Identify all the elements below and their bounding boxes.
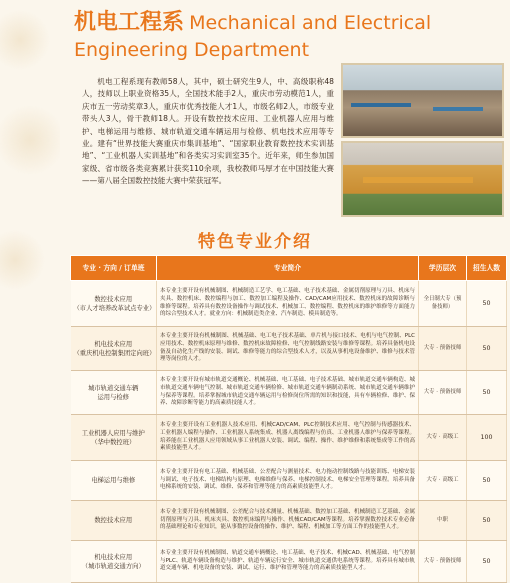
major-description: 本专业主要开设有城市轨道交通概论、机械基础、电工基础、电子技术基础、城市轨道交通车辆构造、城市轨道交通车辆电气控制、城市轨道交通车辆检修、城市轨道交通车辆制动系统、城市轨道交通车辆维护与保养等课程。培养掌握城市轨道交通车辆运用与检修岗位所需的知识和技能，具有车辆检修、维护、保养、故障诊断等能力的高素质技能人才。 bbox=[157, 371, 419, 415]
major-name: 数控技术应用 （市人才培养改革试点专业） bbox=[71, 281, 157, 327]
section-title: 特色专业介绍 bbox=[198, 232, 312, 252]
education-level: 大专 · 高级工 bbox=[419, 461, 467, 501]
enrollment-count: 50 bbox=[467, 371, 507, 415]
table-row bbox=[71, 415, 507, 461]
education-level: 大专 · 高级工 bbox=[419, 415, 467, 461]
major-description: 本专业主要开设有机械制图、机械基础、电工电子技术基础、单片机与接口技术、电机与电气控制、PLC应用技术、数控机床原理与维修、数控机床故障检修、电气控制线路安装与维修等课程。培养具备机电设备及自动化生产线的安装、调试、维修等能力的综合型技术人才，以及从事机电设备维护、维修与技术管理等岗位的人才。 bbox=[157, 327, 419, 371]
floral-decoration bbox=[0, 0, 60, 581]
education-level: 大专 · 预备技师 bbox=[419, 327, 467, 371]
education-level: 中职 bbox=[419, 501, 467, 541]
enrollment-count: 50 bbox=[467, 541, 507, 583]
major-description: 本专业主要开设有机械制图、公差配合与技术测量、机械基础、数控加工基础、机械制造工艺基础、金属切削原理与刀具、机床夹具、数控机床编程与操作、机械CAD/CAM等课程。培养掌握数控技术专业必备的基础理论和专业知识，能从事数控设备的操作、维护、编程、机械加工等方面工作的技能型人才。 bbox=[157, 501, 419, 541]
major-name: 电梯运用与维修 bbox=[71, 461, 157, 501]
major-name: 工业机器人应用与维护 （华中数控班） bbox=[71, 415, 157, 461]
major-name: 机电技术应用 （城市轨道交通方向） bbox=[71, 541, 157, 583]
header-enrollment: 招生人数 bbox=[467, 256, 507, 281]
table-row bbox=[71, 327, 507, 371]
enrollment-count: 50 bbox=[467, 327, 507, 371]
header-major: 专业 · 方向 / 订单班 bbox=[71, 256, 157, 281]
major-name: 数控技术应用 bbox=[71, 501, 157, 541]
major-name: 城市轨道交通车辆 运用与检修 bbox=[71, 371, 157, 415]
education-level: 大专 · 预备技师 bbox=[419, 541, 467, 583]
major-name: 机电技术应用 （重庆机电控制集团定向班） bbox=[71, 327, 157, 371]
table-row bbox=[71, 501, 507, 541]
education-level: 大专 · 预备技师 bbox=[419, 371, 467, 415]
major-description: 本专业主要开设有机械制图、轨道交通车辆概论、电工基础、电子技术、机械CAD、机械基础、电气控制与PLC、轨道车辆设备构造与维护、轨道车辆运行安全、城市轨道交通供电系统等课程。培养具有城市轨道交通车辆、机电设备的安装、调试、运行、维护和管理等能力的高素质技能型人才。 bbox=[157, 541, 419, 583]
department-intro: 机电工程系现有教师58人，其中，硕士研究生9人，中、高级职称48人，技师以上职业资格35人，全国技术能手2人，重庆市劳动模范1人，重庆市五一劳动奖章3人，重庆市优秀技能人才1人，市级名师2人，市级专业带头人3人，骨干教师18人。开设有数控技术应用、工业机器人应用与维护、电梯运用与维修、城市轨道交通车辆运用与检修、机电技术应用等专业。建有“世界技能大赛重庆市集训基地”、“国家职业教育数控技术实训基地”、“工业机器人实训基地”和各类实习实训室35个。近年来，师生参加国家级、省市级各类竞赛累计获奖110余项，我校教师马厚才在中国技能大赛——第八届全国数控技能大赛中荣获冠军。 bbox=[82, 77, 334, 186]
title-english: Mechanical and Electrical Engineering Department bbox=[74, 12, 432, 61]
table-row bbox=[71, 281, 507, 327]
table-row bbox=[71, 371, 507, 415]
enrollment-count: 50 bbox=[467, 501, 507, 541]
enrollment-count: 50 bbox=[467, 461, 507, 501]
education-level: 全日制大专（预备技师） bbox=[419, 281, 467, 327]
table-header-row bbox=[71, 256, 507, 281]
header-description: 专业简介 bbox=[157, 256, 419, 281]
major-description: 本专业主要开设有工业机器人技术应用、机械CAD/CAM、PLC控制技术应用、电气控制与传感器技术、工业机器人编程与操作、工业机器人系统集成、机器人离线编程与仿真、工业机器人维护与保养等课程。培养能在工业机器人应用领域从事工业机器人安装、调试、编程、操作、维护维修和系统集成等工作的高素质技能型人才。 bbox=[157, 415, 419, 461]
enrollment-count: 100 bbox=[467, 415, 507, 461]
major-description: 本专业主要开设有电工基础、机械基础、公差配合与测量技术、电力拖动控制线路与技能训练、电梯安装与调试、电子技术、电梯结构与原理、电梯维修与保养、电梯控制技术、电梯安全管理等课程。培养具备电梯系统的安装、调试、维修、保养和管理等能力的高素质技能型人才。 bbox=[157, 461, 419, 501]
header-level: 学历层次 bbox=[419, 256, 467, 281]
majors-table bbox=[70, 255, 507, 583]
major-description: 本专业主要开设有机械制图、机械制造工艺学、电工基础、电子技术基础、金属切削原理与刀具、机床与夹具、数控机床、数控编程与加工、数控加工编程及操作、CAD/CAM应用技术、数控机床的故障诊断与维修等课程。培养具有数控设备操作与调试技术、机械加工、数控编程、数控机床的维护维修等方面能力的综合型技术人才。就业方向：机械制造类企业、汽车制造、模具制造等。 bbox=[157, 281, 419, 327]
training-workshop-photo bbox=[341, 63, 504, 138]
table-row bbox=[71, 541, 507, 583]
enrollment-count: 50 bbox=[467, 281, 507, 327]
training-lab-photo bbox=[341, 141, 504, 217]
department-title bbox=[74, 10, 504, 64]
title-chinese: 机电工程系 bbox=[74, 10, 185, 35]
table-row bbox=[71, 461, 507, 501]
